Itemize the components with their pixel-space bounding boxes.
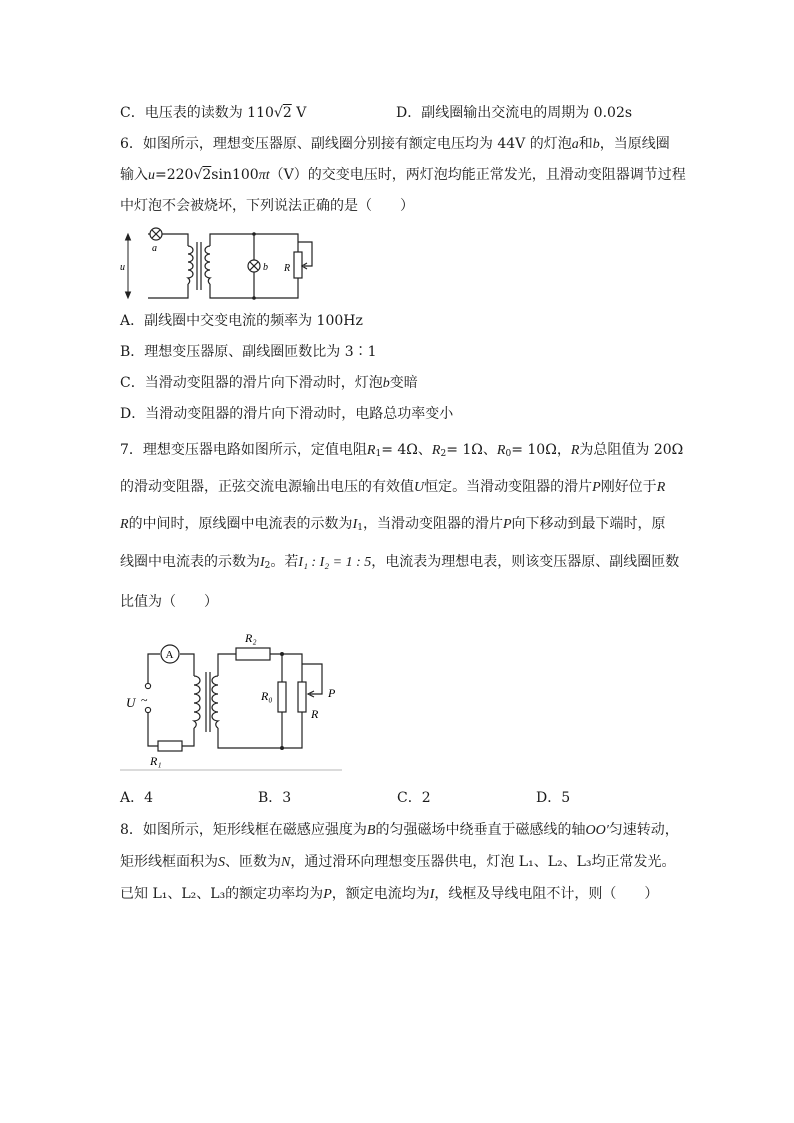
q7-stem-line1: 7．理想变压器电路如图所示，定值电阻$R_1= 4\Omega$、$R_2= 1\Omega$、$R_0= 10\Omega$，R为总阻值为 20Ω: [120, 442, 684, 459]
q5-option-d: D．副线圈输出交流电的周期为 0.02s: [396, 105, 633, 121]
q7-stem-line2: 的滑动变阻器，正弦交流电源输出电压的有效值U恒定。当滑动变阻器的滑片P刚好位于R: [120, 479, 666, 495]
q6-stem-line1: 6．如图所示，理想变压器原、副线圈分别接有额定电压均为 44V 的灯泡a和b，当原线圈: [120, 136, 670, 152]
q6-option-d: D．当滑动变阻器的滑片向下滑动时，电路总功率变小: [120, 406, 454, 422]
q7-option-c: C．2: [397, 790, 431, 806]
lamp-b-label: b: [263, 262, 268, 273]
q8-stem-line1: 8．如图所示，矩形线框在磁感应强度为B的匀强磁场中绕垂直于磁感线的轴OO′匀速转动，: [120, 822, 679, 838]
r2-label: R₂: [245, 631, 257, 645]
q8-stem-line3: 已知 L₁、L₂、L₃的额定功率均为P，额定电流均为I，线框及导线电阻不计，则（ ）: [120, 886, 659, 902]
source-u-label: U: [126, 695, 136, 710]
q8-stem-line2: 矩形线框面积为S、匝数为N，通过滑环向理想变压器供电，灯泡 L₁、L₂、L₃均正常发光。: [120, 854, 676, 870]
q6-option-a: A．副线圈中交变电流的频率为 100Hz: [120, 313, 363, 329]
lamp-a-label: a: [152, 243, 157, 254]
q5-option-c: C．电压表的读数为 110√2 V: [120, 105, 307, 121]
q6-stem-line2: 输入u=220√2sin100πt（V）的交变电压时，两灯泡均能正常发光，且滑动变阻器调节过程: [120, 167, 686, 183]
rheostat-r-label: R: [284, 263, 291, 274]
q7-stem-line4: 线圈中电流表的示数为$I_2$。若I₁ : I₂ = 1 : 5，电流表为理想电表，则该变压器原、副线圈匝数: [120, 554, 680, 571]
q6-stem-line3: 中灯泡不会被烧坏，下列说法正确的是（ ）: [120, 198, 414, 214]
slider-p-label: P: [328, 686, 336, 700]
ammeter-label: A: [165, 649, 174, 661]
sqrt-sign: √: [273, 105, 283, 121]
q7-circuit-diagram: [120, 626, 345, 776]
r1-label: R₁: [150, 754, 162, 768]
r0-label: R₀: [261, 689, 273, 703]
q6-circuit-diagram: [118, 222, 338, 304]
q7-stem-line5: 比值为（ ）: [120, 594, 218, 610]
q6-option-b: B．理想变压器原、副线圈匝数比为 3∶1: [120, 344, 377, 360]
q6-option-c: C．当滑动变阻器的滑片向下滑动时，灯泡b变暗: [120, 375, 418, 391]
voltage-u-label: u: [120, 262, 125, 273]
q7-stem-line3: R的中间时，原线圈中电流表的示数为$I_1$，当滑动变阻器的滑片P向下移动到最下端时，原: [120, 516, 666, 533]
q7-option-d: D．5: [536, 790, 571, 806]
q7-option-a: A．4: [120, 790, 154, 806]
r-label: R: [311, 707, 319, 721]
ac-tilde: ~: [141, 693, 148, 707]
q7-option-b: B．3: [258, 790, 292, 806]
